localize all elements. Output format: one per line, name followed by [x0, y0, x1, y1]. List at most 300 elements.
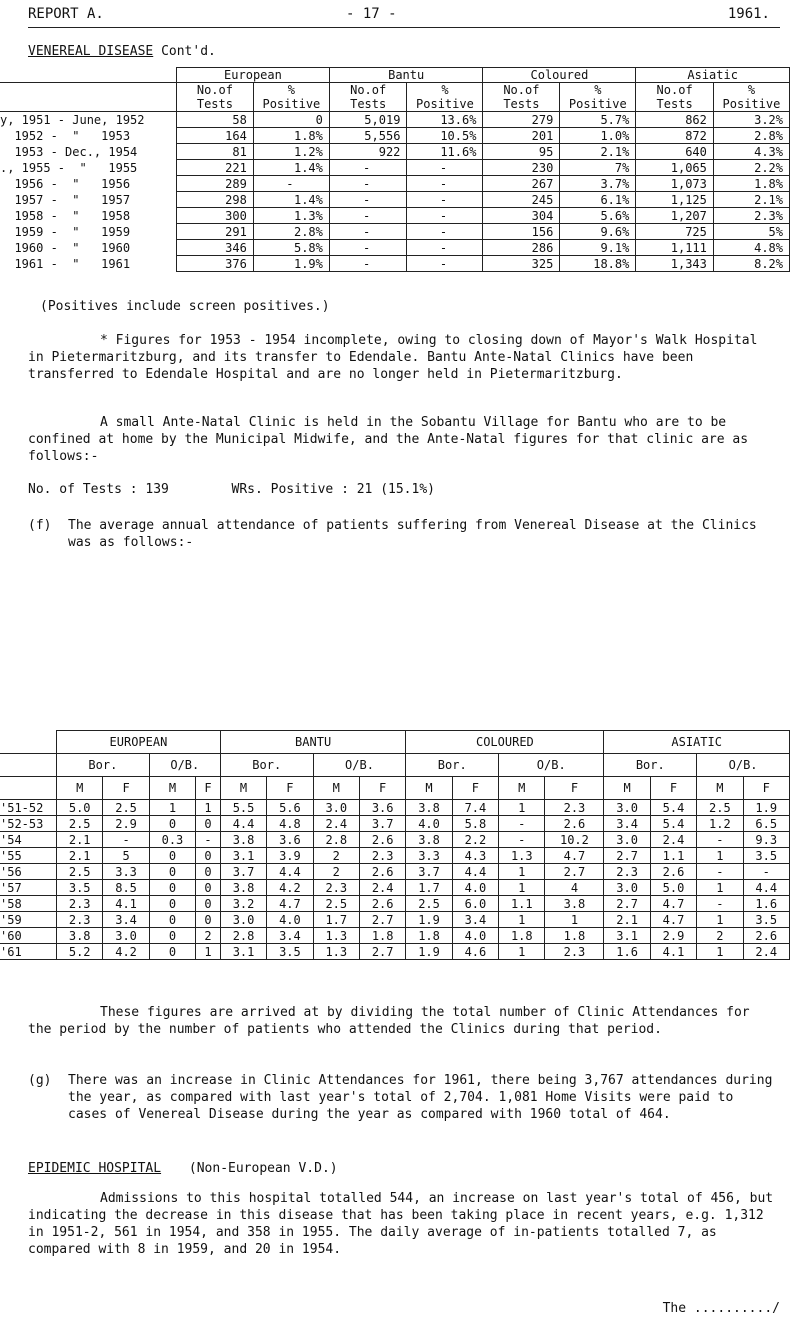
table-cell: 2.7	[604, 896, 650, 912]
figures-text: These figures are arrived at by dividing the total number of Clinic Attendances for the period by the number of patients who attended the Clinics during that period.	[28, 1005, 750, 1037]
table-cell: 0	[196, 816, 221, 832]
table-cell: 4.8%	[713, 240, 789, 256]
blank-corner	[0, 68, 177, 83]
table-cell: 4.3%	[713, 144, 789, 160]
clinic-line: No. of Tests : 139 WRs. Positive : 21 (15.1%)	[28, 482, 435, 497]
row-label: 1956 - " 1956	[0, 176, 177, 192]
table-cell: 0	[149, 896, 195, 912]
epidemic-title: EPIDEMIC HOSPITAL	[28, 1161, 162, 1176]
table-cell: 5.0	[650, 880, 696, 896]
sex-header: M	[220, 777, 266, 800]
row-label: 1959 - " 1959	[0, 224, 177, 240]
table-cell: 0	[196, 896, 221, 912]
table-cell: 304	[483, 208, 560, 224]
table-cell: 2	[313, 848, 359, 864]
table-cell: -	[407, 192, 483, 208]
table-cell: 2.6	[359, 832, 405, 848]
table-cell: 5.5	[220, 800, 266, 816]
group-header: EUROPEAN	[57, 731, 221, 754]
column-subheader: No.of Tests	[329, 83, 407, 112]
blank-corner	[0, 731, 57, 754]
table-cell: -	[196, 832, 221, 848]
table-row	[0, 928, 790, 944]
column-subheader: Bor.	[57, 754, 150, 777]
header-rule	[28, 27, 780, 28]
table-cell: 2.4	[313, 816, 359, 832]
table-cell: 1.9	[406, 912, 452, 928]
row-label: '57	[0, 880, 57, 896]
table-cell: 1.3%	[253, 208, 329, 224]
table-cell: 2.1	[57, 832, 103, 848]
table-cell: 11.6%	[407, 144, 483, 160]
table-cell: 3.0	[604, 880, 650, 896]
table-cell: 4.0	[406, 816, 452, 832]
table-cell: 0	[149, 928, 195, 944]
table-cell: 4.2	[103, 944, 149, 960]
table-cell: 2	[313, 864, 359, 880]
table-cell: 3.1	[220, 944, 266, 960]
epidemic-text: Admissions to this hospital totalled 544, an increase on last year's total of 456, but indicating the decrease in this disease that has been taking place in recent years, e.g. 1,312 in 1951-2, 561 in 1954, and 358 in 1955. The daily average of in-patients totalled 7, as compared with 8 in 1959, and 20 in 1954.	[28, 1191, 774, 1257]
table-cell: 1	[499, 800, 545, 816]
table-cell: 1	[697, 880, 743, 896]
table-cell: 1,207	[636, 208, 714, 224]
table-cell: 58	[177, 112, 254, 128]
footnote	[28, 332, 780, 383]
table-cell: 1.3	[499, 848, 545, 864]
table-cell: 0	[196, 848, 221, 864]
column-subheader: O/B.	[313, 754, 406, 777]
footnote-text: * Figures for 1953 - 1954 incomplete, owing to closing down of Mayor's Walk Hospital in Pietermaritzburg, and its transfer to Edendale. Bantu Ante-Natal Clinics have been transferred to Edendale Hospital and are no longer held in Pietermaritzburg.	[28, 333, 758, 382]
table-cell: 1	[697, 912, 743, 928]
table-cell: 2.1	[604, 912, 650, 928]
table-cell: 1,343	[636, 256, 714, 272]
table-cell: -	[743, 864, 789, 880]
table-cell: 5,556	[329, 128, 407, 144]
table-cell: -	[103, 832, 149, 848]
table-row	[0, 256, 790, 272]
table-cell: 300	[177, 208, 254, 224]
wr-tests-table	[0, 67, 790, 272]
table-row	[0, 224, 790, 240]
table-cell: 1.4%	[253, 192, 329, 208]
positives-text: (Positives include screen positives.)	[40, 299, 330, 314]
table-cell: 2.8%	[253, 224, 329, 240]
table-cell: 2.7	[359, 944, 405, 960]
table-cell: 2.8%	[713, 128, 789, 144]
table-cell: 0	[149, 912, 195, 928]
table-cell: -	[407, 240, 483, 256]
table-cell: 0	[196, 912, 221, 928]
table-cell: 2.6	[545, 816, 604, 832]
table-cell: -	[499, 816, 545, 832]
column-subheader: % Positive	[407, 83, 483, 112]
row-label: 1953 - Dec., 1954	[0, 144, 177, 160]
group-header: Asiatic	[636, 68, 790, 83]
table-cell: 5,019	[329, 112, 407, 128]
table-cell: 1.8	[406, 928, 452, 944]
table-cell: -	[407, 160, 483, 176]
table-cell: 2.4	[650, 832, 696, 848]
table-cell: 0.3	[149, 832, 195, 848]
table-cell: 2	[697, 928, 743, 944]
continuation-marker: The ........../	[662, 1301, 780, 1316]
table-cell: 0	[149, 816, 195, 832]
column-subheader: % Positive	[713, 83, 789, 112]
table-cell: 267	[483, 176, 560, 192]
table-cell: 1,073	[636, 176, 714, 192]
table-cell: 862	[636, 112, 714, 128]
table-row	[0, 240, 790, 256]
table-cell: 3.4	[103, 912, 149, 928]
row-label: ., 1955 - " 1955	[0, 160, 177, 176]
table-cell: 3.8	[57, 928, 103, 944]
table-cell: 0	[149, 880, 195, 896]
sex-header: F	[196, 777, 221, 800]
table-row	[0, 896, 790, 912]
table-cell: 5%	[713, 224, 789, 240]
table-cell: 2.3%	[713, 208, 789, 224]
row-label: 1952 - " 1953	[0, 128, 177, 144]
table-cell: 4.6	[452, 944, 498, 960]
table-cell: 2.6	[743, 928, 789, 944]
table-cell: 1	[149, 800, 195, 816]
table-cell: 4.7	[545, 848, 604, 864]
table-row	[0, 864, 790, 880]
table-cell: 3.7	[220, 864, 266, 880]
column-subheader: % Positive	[253, 83, 329, 112]
table-cell: 0	[149, 864, 195, 880]
table-cell: 4.0	[267, 912, 313, 928]
table-cell: 3.5	[743, 848, 789, 864]
table-cell: 230	[483, 160, 560, 176]
table-cell: 1	[196, 800, 221, 816]
table-cell: 1	[499, 944, 545, 960]
column-subheader: Bor.	[406, 754, 499, 777]
blank-corner	[0, 83, 177, 112]
table-cell: 9.3	[743, 832, 789, 848]
table-cell: 2.6	[650, 864, 696, 880]
para-g-label: (g)	[28, 1073, 52, 1088]
table-row	[0, 208, 790, 224]
table-cell: 2.3	[359, 848, 405, 864]
table-row	[0, 160, 790, 176]
table-cell: 279	[483, 112, 560, 128]
table-cell: 2.7	[545, 864, 604, 880]
table-cell: 9.1%	[560, 240, 636, 256]
table-row	[0, 112, 790, 128]
paragraph-g	[28, 1072, 780, 1123]
group-header: Coloured	[483, 68, 636, 83]
table-cell: 1.8	[499, 928, 545, 944]
table-cell: 4.7	[650, 912, 696, 928]
table-cell: 1	[196, 944, 221, 960]
row-label: '60	[0, 928, 57, 944]
table-cell: 3.2	[220, 896, 266, 912]
table-cell: 2.3	[57, 896, 103, 912]
column-subheader: No.of Tests	[483, 83, 560, 112]
table-cell: 2.8	[220, 928, 266, 944]
table-cell: 3.7	[406, 864, 452, 880]
report-label: REPORT A.	[28, 6, 104, 22]
table-cell: 3.8	[406, 800, 452, 816]
row-label: '59	[0, 912, 57, 928]
table-cell: 156	[483, 224, 560, 240]
sex-header: M	[604, 777, 650, 800]
row-label: '56	[0, 864, 57, 880]
row-label: '55	[0, 848, 57, 864]
column-subheader: No.of Tests	[636, 83, 714, 112]
blank-corner	[0, 777, 57, 800]
sex-header: F	[650, 777, 696, 800]
table-cell: 4.4	[743, 880, 789, 896]
table-cell: 5.0	[57, 800, 103, 816]
blank-corner	[0, 754, 57, 777]
table-cell: 6.1%	[560, 192, 636, 208]
column-subheader: O/B.	[499, 754, 604, 777]
table-cell: 2.5	[103, 800, 149, 816]
sex-header: F	[743, 777, 789, 800]
table-cell: 0	[149, 848, 195, 864]
table-cell: 2.2%	[713, 160, 789, 176]
table-cell: 2.6	[359, 864, 405, 880]
table-cell: 10.2	[545, 832, 604, 848]
table-cell: 3.4	[452, 912, 498, 928]
table-cell: 3.3	[406, 848, 452, 864]
table-row	[0, 816, 790, 832]
table-cell: 2.5	[313, 896, 359, 912]
table-cell: 2.8	[313, 832, 359, 848]
column-subheader: No.of Tests	[177, 83, 254, 112]
row-label: '54	[0, 832, 57, 848]
table-cell: 2.7	[604, 848, 650, 864]
table-cell: 2.3	[604, 864, 650, 880]
table-cell: 3.0	[103, 928, 149, 944]
table-cell: 4.4	[220, 816, 266, 832]
table-cell: 5.2	[57, 944, 103, 960]
table-cell: 3.7%	[560, 176, 636, 192]
table-cell: -	[499, 832, 545, 848]
group-header: ASIATIC	[604, 731, 790, 754]
table-cell: 2.6	[359, 896, 405, 912]
table-cell: 4.8	[267, 816, 313, 832]
table-cell: 95	[483, 144, 560, 160]
table-cell: 5.4	[650, 816, 696, 832]
table-cell: 1	[499, 880, 545, 896]
table-cell: 5.7%	[560, 112, 636, 128]
sex-header: F	[267, 777, 313, 800]
positives-note	[28, 298, 780, 315]
table-cell: 1.8%	[253, 128, 329, 144]
table-cell: -	[329, 160, 407, 176]
table-cell: 1	[499, 912, 545, 928]
table-cell: 291	[177, 224, 254, 240]
table-row	[0, 880, 790, 896]
table-cell: 18.8%	[560, 256, 636, 272]
table-cell: 13.6%	[407, 112, 483, 128]
table-cell: 2.3	[313, 880, 359, 896]
table-cell: 640	[636, 144, 714, 160]
table-cell: 3.0	[604, 800, 650, 816]
table-cell: 4.0	[452, 928, 498, 944]
table-cell: 2.4	[743, 944, 789, 960]
table-cell: 2.5	[406, 896, 452, 912]
table-cell: 1,125	[636, 192, 714, 208]
column-subheader: Bor.	[220, 754, 313, 777]
table-cell: 2.3	[57, 912, 103, 928]
table-row	[0, 944, 790, 960]
table-cell: 1.8%	[713, 176, 789, 192]
table-cell: 4.0	[452, 880, 498, 896]
table-cell: 1.9	[406, 944, 452, 960]
table-cell: 1	[545, 912, 604, 928]
table-cell: 4.1	[103, 896, 149, 912]
table-cell: 286	[483, 240, 560, 256]
table-cell: 3.9	[267, 848, 313, 864]
table-cell: 4	[545, 880, 604, 896]
table-cell: 3.4	[604, 816, 650, 832]
table-cell: 1.7	[313, 912, 359, 928]
table-cell: 1.6	[604, 944, 650, 960]
table-cell: 4.7	[650, 896, 696, 912]
row-label: 1958 - " 1958	[0, 208, 177, 224]
table-cell: 5.6	[267, 800, 313, 816]
table-cell: 2.5	[57, 864, 103, 880]
table-cell: 4.4	[267, 864, 313, 880]
sex-header: M	[313, 777, 359, 800]
table-cell: 1	[499, 864, 545, 880]
row-label: 1957 - " 1957	[0, 192, 177, 208]
table-cell: -	[407, 208, 483, 224]
table-cell: 2.1%	[560, 144, 636, 160]
page-header	[28, 6, 780, 26]
epidemic-suffix: (Non-European V.D.)	[188, 1161, 338, 1176]
table-cell: 81	[177, 144, 254, 160]
table-cell: -	[253, 176, 329, 192]
table-row	[0, 800, 790, 816]
table-cell: 5.8%	[253, 240, 329, 256]
epidemic-heading	[28, 1160, 780, 1177]
table-cell: 2.7	[359, 912, 405, 928]
table-cell: 922	[329, 144, 407, 160]
table-cell: 1.8	[359, 928, 405, 944]
table-cell: 3.6	[267, 832, 313, 848]
para-f-text: The average annual attendance of patients suffering from Venereal Disease at the Clinics was as follows:-	[68, 518, 757, 550]
column-subheader: Bor.	[604, 754, 697, 777]
table-cell: -	[329, 208, 407, 224]
report-year: 1961.	[727, 6, 770, 22]
table-cell: 3.2%	[713, 112, 789, 128]
row-label: '58	[0, 896, 57, 912]
table-cell: -	[407, 224, 483, 240]
table-cell: 1.3	[313, 928, 359, 944]
table-cell: 346	[177, 240, 254, 256]
table-cell: 3.5	[267, 944, 313, 960]
paragraph-f	[28, 517, 780, 551]
table-cell: 3.7	[359, 816, 405, 832]
sex-header: M	[697, 777, 743, 800]
group-header: COLOURED	[406, 731, 604, 754]
table-cell: 1.9	[743, 800, 789, 816]
clinic-paragraph	[28, 414, 780, 465]
table-cell: 1.1	[499, 896, 545, 912]
table-cell: 0	[196, 880, 221, 896]
table-row	[0, 848, 790, 864]
table-cell: 1.2%	[253, 144, 329, 160]
table-row	[0, 832, 790, 848]
table-cell: 3.1	[604, 928, 650, 944]
sex-header: F	[452, 777, 498, 800]
sex-header: F	[103, 777, 149, 800]
table-cell: 376	[177, 256, 254, 272]
table-row	[0, 912, 790, 928]
table-cell: 2.9	[103, 816, 149, 832]
table-cell: -	[329, 240, 407, 256]
table-cell: -	[329, 176, 407, 192]
table-row	[0, 128, 790, 144]
table-cell: 0	[196, 864, 221, 880]
para-f-label: (f)	[28, 518, 52, 533]
column-subheader: % Positive	[560, 83, 636, 112]
para-g-text: There was an increase in Clinic Attendances for 1961, there being 3,767 attendances during the year, as compared with last year's total of 2,704. 1,081 Home Visits were paid to cases of Venereal Disease during the year as compared with 1960 total of 464.	[68, 1073, 773, 1122]
figures-explanation	[28, 1004, 780, 1038]
table-cell: 8.2%	[713, 256, 789, 272]
table-cell: 3.6	[359, 800, 405, 816]
sex-header: M	[149, 777, 195, 800]
table-cell: 289	[177, 176, 254, 192]
sex-header: F	[359, 777, 405, 800]
sex-header: M	[499, 777, 545, 800]
table-cell: 2.5	[57, 816, 103, 832]
table-cell: 4.3	[452, 848, 498, 864]
table-cell: 1	[697, 848, 743, 864]
table-cell: 3.0	[604, 832, 650, 848]
table-cell: 3.8	[220, 880, 266, 896]
table-cell: 4.1	[650, 944, 696, 960]
row-label: y, 1951 - June, 1952	[0, 112, 177, 128]
table-cell: 3.4	[267, 928, 313, 944]
group-header: Bantu	[329, 68, 483, 83]
table-cell: 1.8	[545, 928, 604, 944]
group-header: BANTU	[220, 731, 406, 754]
table-cell: -	[407, 176, 483, 192]
table-cell: 1.9%	[253, 256, 329, 272]
table-cell: 5.4	[650, 800, 696, 816]
table-cell: 4.2	[267, 880, 313, 896]
table-cell: 3.1	[220, 848, 266, 864]
table-cell: -	[329, 192, 407, 208]
table-cell: 8.5	[103, 880, 149, 896]
table-cell: 2.9	[650, 928, 696, 944]
page-number: - 17 -	[346, 6, 397, 22]
table-cell: 3.3	[103, 864, 149, 880]
table-cell: -	[407, 256, 483, 272]
table-cell: -	[329, 224, 407, 240]
sex-header: F	[545, 777, 604, 800]
section-title: VENEREAL DISEASE	[28, 44, 154, 59]
table-cell: 245	[483, 192, 560, 208]
table-cell: 4.4	[452, 864, 498, 880]
table-cell: 7%	[560, 160, 636, 176]
sex-header: M	[57, 777, 103, 800]
table-cell: 201	[483, 128, 560, 144]
row-label: '52-53	[0, 816, 57, 832]
table-cell: 2.1%	[713, 192, 789, 208]
table-cell: 2.1	[57, 848, 103, 864]
table-cell: 1.7	[406, 880, 452, 896]
sex-header: M	[406, 777, 452, 800]
table-cell: 1.0%	[560, 128, 636, 144]
table-cell: 2.4	[359, 880, 405, 896]
